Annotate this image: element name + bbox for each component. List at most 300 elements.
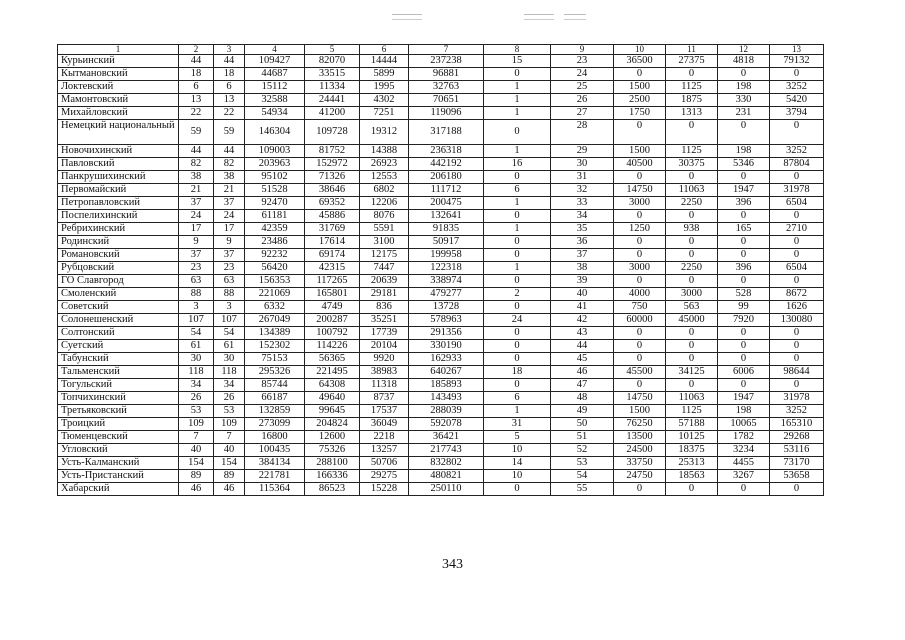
value-cell: 6 <box>214 81 245 94</box>
value-cell: 480821 <box>409 470 484 483</box>
table-row <box>58 353 824 366</box>
header-row <box>58 45 824 55</box>
column-header: 4 <box>245 45 305 55</box>
table-row <box>58 210 824 223</box>
value-cell: 0 <box>614 483 666 496</box>
value-cell: 640267 <box>409 366 484 379</box>
value-cell: 26 <box>214 392 245 405</box>
value-cell: 6504 <box>770 262 824 275</box>
value-cell: 37 <box>179 197 214 210</box>
value-cell: 11334 <box>305 81 360 94</box>
value-cell: 100792 <box>305 327 360 340</box>
value-cell: 79132 <box>770 55 824 68</box>
value-cell: 91835 <box>409 223 484 236</box>
value-cell: 109728 <box>305 120 360 145</box>
value-cell: 18 <box>179 68 214 81</box>
value-cell: 162933 <box>409 353 484 366</box>
value-cell: 29275 <box>360 470 409 483</box>
value-cell: 0 <box>484 340 551 353</box>
data-table <box>57 44 824 496</box>
value-cell: 130080 <box>770 314 824 327</box>
value-cell: 152302 <box>245 340 305 353</box>
value-cell: 0 <box>666 210 718 223</box>
value-cell: 154 <box>179 457 214 470</box>
value-cell: 0 <box>666 236 718 249</box>
value-cell: 44 <box>551 340 614 353</box>
value-cell: 54 <box>551 470 614 483</box>
table-row <box>58 405 824 418</box>
value-cell: 31978 <box>770 392 824 405</box>
value-cell: 76250 <box>614 418 666 431</box>
value-cell: 40 <box>214 444 245 457</box>
value-cell: 13500 <box>614 431 666 444</box>
value-cell: 0 <box>484 210 551 223</box>
value-cell: 8737 <box>360 392 409 405</box>
value-cell: 37 <box>214 249 245 262</box>
table-row <box>58 288 824 301</box>
value-cell: 0 <box>666 68 718 81</box>
value-cell: 53 <box>179 405 214 418</box>
value-cell: 3234 <box>718 444 770 457</box>
district-name-cell: Михайловский <box>58 107 179 120</box>
value-cell: 4000 <box>614 288 666 301</box>
value-cell: 35 <box>551 223 614 236</box>
district-name-cell: Смоленский <box>58 288 179 301</box>
value-cell: 100435 <box>245 444 305 457</box>
value-cell: 53658 <box>770 470 824 483</box>
value-cell: 1313 <box>666 107 718 120</box>
value-cell: 111712 <box>409 184 484 197</box>
value-cell: 0 <box>718 210 770 223</box>
value-cell: 2500 <box>614 94 666 107</box>
column-header: 2 <box>179 45 214 55</box>
value-cell: 0 <box>666 327 718 340</box>
value-cell: 71326 <box>305 171 360 184</box>
table-row <box>58 262 824 275</box>
value-cell: 3267 <box>718 470 770 483</box>
value-cell: 6504 <box>770 197 824 210</box>
value-cell: 20104 <box>360 340 409 353</box>
value-cell: 99 <box>718 301 770 314</box>
value-cell: 0 <box>484 249 551 262</box>
value-cell: 134389 <box>245 327 305 340</box>
value-cell: 45 <box>551 353 614 366</box>
value-cell: 0 <box>614 120 666 145</box>
district-name-cell: Немецкий национальный <box>58 120 179 145</box>
table-row <box>58 94 824 107</box>
value-cell: 29 <box>551 145 614 158</box>
value-cell: 36500 <box>614 55 666 68</box>
value-cell: 14388 <box>360 145 409 158</box>
value-cell: 33515 <box>305 68 360 81</box>
value-cell: 26923 <box>360 158 409 171</box>
table-row <box>58 340 824 353</box>
value-cell: 114226 <box>305 340 360 353</box>
value-cell: 938 <box>666 223 718 236</box>
value-cell: 0 <box>718 483 770 496</box>
value-cell: 1 <box>484 107 551 120</box>
district-name-cell: Хабарский <box>58 483 179 496</box>
district-name-cell: ГО Славгород <box>58 275 179 288</box>
value-cell: 75153 <box>245 353 305 366</box>
table-row <box>58 236 824 249</box>
value-cell: 30 <box>551 158 614 171</box>
value-cell: 19312 <box>360 120 409 145</box>
table-row <box>58 120 824 145</box>
value-cell: 12206 <box>360 197 409 210</box>
value-cell: 66187 <box>245 392 305 405</box>
value-cell: 2 <box>484 288 551 301</box>
table-row <box>58 379 824 392</box>
value-cell: 22 <box>179 107 214 120</box>
value-cell: 836 <box>360 301 409 314</box>
value-cell: 0 <box>770 379 824 392</box>
value-cell: 0 <box>718 249 770 262</box>
table-row <box>58 55 824 68</box>
value-cell: 0 <box>614 379 666 392</box>
value-cell: 41 <box>551 301 614 314</box>
value-cell: 56420 <box>245 262 305 275</box>
value-cell: 88 <box>179 288 214 301</box>
column-header: 12 <box>718 45 770 55</box>
value-cell: 92232 <box>245 249 305 262</box>
value-cell: 35251 <box>360 314 409 327</box>
value-cell: 17537 <box>360 405 409 418</box>
value-cell: 3 <box>179 301 214 314</box>
value-cell: 45886 <box>305 210 360 223</box>
value-cell: 53116 <box>770 444 824 457</box>
value-cell: 267049 <box>245 314 305 327</box>
table-row <box>58 483 824 496</box>
value-cell: 528 <box>718 288 770 301</box>
value-cell: 42 <box>551 314 614 327</box>
value-cell: 1125 <box>666 81 718 94</box>
value-cell: 221069 <box>245 288 305 301</box>
value-cell: 7251 <box>360 107 409 120</box>
value-cell: 96881 <box>409 68 484 81</box>
value-cell: 31978 <box>770 184 824 197</box>
value-cell: 1 <box>484 197 551 210</box>
value-cell: 63 <box>179 275 214 288</box>
value-cell: 109427 <box>245 55 305 68</box>
value-cell: 1947 <box>718 392 770 405</box>
district-name-cell: Тюменцевский <box>58 431 179 444</box>
value-cell: 0 <box>614 249 666 262</box>
value-cell: 166336 <box>305 470 360 483</box>
value-cell: 1125 <box>666 145 718 158</box>
value-cell: 82070 <box>305 55 360 68</box>
value-cell: 4455 <box>718 457 770 470</box>
district-name-cell: Троицкий <box>58 418 179 431</box>
value-cell: 31769 <box>305 223 360 236</box>
value-cell: 24441 <box>305 94 360 107</box>
value-cell: 75326 <box>305 444 360 457</box>
value-cell: 291356 <box>409 327 484 340</box>
value-cell: 16 <box>484 158 551 171</box>
value-cell: 0 <box>770 340 824 353</box>
value-cell: 81752 <box>305 145 360 158</box>
district-name-cell: Советский <box>58 301 179 314</box>
value-cell: 0 <box>718 68 770 81</box>
value-cell: 7920 <box>718 314 770 327</box>
value-cell: 15228 <box>360 483 409 496</box>
value-cell: 156353 <box>245 275 305 288</box>
value-cell: 1 <box>484 81 551 94</box>
value-cell: 49 <box>551 405 614 418</box>
table-row <box>58 171 824 184</box>
value-cell: 48 <box>551 392 614 405</box>
value-cell: 11318 <box>360 379 409 392</box>
value-cell: 3100 <box>360 236 409 249</box>
value-cell: 204824 <box>305 418 360 431</box>
value-cell: 0 <box>484 301 551 314</box>
table-row <box>58 444 824 457</box>
value-cell: 49640 <box>305 392 360 405</box>
value-cell: 288039 <box>409 405 484 418</box>
value-cell: 14750 <box>614 392 666 405</box>
value-cell: 24 <box>214 210 245 223</box>
value-cell: 8672 <box>770 288 824 301</box>
value-cell: 23 <box>179 262 214 275</box>
value-cell: 0 <box>666 120 718 145</box>
value-cell: 44 <box>214 55 245 68</box>
value-cell: 46 <box>214 483 245 496</box>
value-cell: 109 <box>214 418 245 431</box>
value-cell: 12600 <box>305 431 360 444</box>
value-cell: 396 <box>718 197 770 210</box>
value-cell: 0 <box>666 340 718 353</box>
value-cell: 250110 <box>409 483 484 496</box>
value-cell: 115364 <box>245 483 305 496</box>
value-cell: 0 <box>770 275 824 288</box>
table-row <box>58 275 824 288</box>
table-row <box>58 418 824 431</box>
value-cell: 273099 <box>245 418 305 431</box>
district-name-cell: Локтевский <box>58 81 179 94</box>
value-cell: 25313 <box>666 457 718 470</box>
value-cell: 36049 <box>360 418 409 431</box>
value-cell: 4749 <box>305 301 360 314</box>
column-header: 6 <box>360 45 409 55</box>
value-cell: 0 <box>718 236 770 249</box>
value-cell: 200475 <box>409 197 484 210</box>
value-cell: 24500 <box>614 444 666 457</box>
value-cell: 69352 <box>305 197 360 210</box>
value-cell: 118 <box>179 366 214 379</box>
district-name-cell: Солонешенский <box>58 314 179 327</box>
value-cell: 165 <box>718 223 770 236</box>
value-cell: 442192 <box>409 158 484 171</box>
value-cell: 119096 <box>409 107 484 120</box>
value-cell: 86523 <box>305 483 360 496</box>
value-cell: 6006 <box>718 366 770 379</box>
value-cell: 122318 <box>409 262 484 275</box>
value-cell: 0 <box>718 327 770 340</box>
value-cell: 53 <box>214 405 245 418</box>
district-name-cell: Первомайский <box>58 184 179 197</box>
value-cell: 199958 <box>409 249 484 262</box>
value-cell: 40 <box>551 288 614 301</box>
value-cell: 27375 <box>666 55 718 68</box>
value-cell: 152972 <box>305 158 360 171</box>
value-cell: 16800 <box>245 431 305 444</box>
district-name-cell: Мамонтовский <box>58 94 179 107</box>
value-cell: 39 <box>551 275 614 288</box>
value-cell: 0 <box>718 379 770 392</box>
table-row <box>58 314 824 327</box>
value-cell: 1 <box>484 145 551 158</box>
value-cell: 118 <box>214 366 245 379</box>
value-cell: 12553 <box>360 171 409 184</box>
district-name-cell: Тальменский <box>58 366 179 379</box>
table-row <box>58 431 824 444</box>
value-cell: 23486 <box>245 236 305 249</box>
value-cell: 1750 <box>614 107 666 120</box>
value-cell: 30375 <box>666 158 718 171</box>
value-cell: 34 <box>179 379 214 392</box>
value-cell: 0 <box>484 353 551 366</box>
value-cell: 31 <box>484 418 551 431</box>
value-cell: 38983 <box>360 366 409 379</box>
value-cell: 3252 <box>770 405 824 418</box>
value-cell: 6 <box>484 392 551 405</box>
value-cell: 33 <box>551 197 614 210</box>
value-cell: 1626 <box>770 301 824 314</box>
value-cell: 17 <box>214 223 245 236</box>
table-row <box>58 184 824 197</box>
value-cell: 5 <box>484 431 551 444</box>
value-cell: 0 <box>718 120 770 145</box>
value-cell: 5899 <box>360 68 409 81</box>
column-header: 8 <box>484 45 551 55</box>
column-header: 13 <box>770 45 824 55</box>
value-cell: 592078 <box>409 418 484 431</box>
district-name-cell: Романовский <box>58 249 179 262</box>
district-name-cell: Павловский <box>58 158 179 171</box>
value-cell: 165801 <box>305 288 360 301</box>
value-cell: 59 <box>214 120 245 145</box>
value-cell: 82 <box>179 158 214 171</box>
value-cell: 51 <box>551 431 614 444</box>
value-cell: 61181 <box>245 210 305 223</box>
value-cell: 7447 <box>360 262 409 275</box>
value-cell: 0 <box>614 340 666 353</box>
value-cell: 44 <box>179 145 214 158</box>
value-cell: 384134 <box>245 457 305 470</box>
value-cell: 317188 <box>409 120 484 145</box>
value-cell: 99645 <box>305 405 360 418</box>
value-cell: 38646 <box>305 184 360 197</box>
value-cell: 198 <box>718 405 770 418</box>
value-cell: 9 <box>179 236 214 249</box>
value-cell: 38 <box>179 171 214 184</box>
value-cell: 0 <box>718 171 770 184</box>
value-cell: 13 <box>179 94 214 107</box>
value-cell: 46 <box>551 366 614 379</box>
value-cell: 44 <box>179 55 214 68</box>
value-cell: 330190 <box>409 340 484 353</box>
value-cell: 87804 <box>770 158 824 171</box>
value-cell: 14 <box>484 457 551 470</box>
value-cell: 154 <box>214 457 245 470</box>
value-cell: 1125 <box>666 405 718 418</box>
value-cell: 206180 <box>409 171 484 184</box>
district-name-cell: Усть-Калманский <box>58 457 179 470</box>
value-cell: 28 <box>551 120 614 145</box>
value-cell: 0 <box>770 483 824 496</box>
value-cell: 0 <box>718 353 770 366</box>
value-cell: 7 <box>179 431 214 444</box>
value-cell: 10125 <box>666 431 718 444</box>
value-cell: 42359 <box>245 223 305 236</box>
value-cell: 10065 <box>718 418 770 431</box>
value-cell: 24750 <box>614 470 666 483</box>
value-cell: 109 <box>179 418 214 431</box>
value-cell: 98644 <box>770 366 824 379</box>
value-cell: 51528 <box>245 184 305 197</box>
value-cell: 2250 <box>666 197 718 210</box>
value-cell: 1500 <box>614 145 666 158</box>
value-cell: 50917 <box>409 236 484 249</box>
value-cell: 82 <box>214 158 245 171</box>
value-cell: 0 <box>614 68 666 81</box>
table-row <box>58 249 824 262</box>
value-cell: 34125 <box>666 366 718 379</box>
value-cell: 14444 <box>360 55 409 68</box>
page-number: 343 <box>442 557 463 572</box>
column-header: 9 <box>551 45 614 55</box>
value-cell: 36 <box>551 236 614 249</box>
value-cell: 32 <box>551 184 614 197</box>
value-cell: 89 <box>214 470 245 483</box>
value-cell: 295326 <box>245 366 305 379</box>
district-name-cell: Родинский <box>58 236 179 249</box>
value-cell: 20639 <box>360 275 409 288</box>
value-cell: 0 <box>484 120 551 145</box>
value-cell: 217743 <box>409 444 484 457</box>
district-name-cell: Третьяковский <box>58 405 179 418</box>
table-row <box>58 223 824 236</box>
value-cell: 53 <box>551 457 614 470</box>
value-cell: 0 <box>770 353 824 366</box>
value-cell: 23 <box>214 262 245 275</box>
column-header: 1 <box>58 45 179 55</box>
value-cell: 95102 <box>245 171 305 184</box>
value-cell: 24 <box>484 314 551 327</box>
value-cell: 0 <box>484 483 551 496</box>
value-cell: 33750 <box>614 457 666 470</box>
value-cell: 18375 <box>666 444 718 457</box>
value-cell: 6 <box>179 81 214 94</box>
value-cell: 1782 <box>718 431 770 444</box>
table-row <box>58 68 824 81</box>
district-name-cell: Топчихинский <box>58 392 179 405</box>
value-cell: 0 <box>666 483 718 496</box>
value-cell: 0 <box>484 236 551 249</box>
value-cell: 26 <box>551 94 614 107</box>
value-cell: 40500 <box>614 158 666 171</box>
value-cell: 132641 <box>409 210 484 223</box>
value-cell: 9920 <box>360 353 409 366</box>
value-cell: 43 <box>551 327 614 340</box>
value-cell: 0 <box>614 327 666 340</box>
value-cell: 5591 <box>360 223 409 236</box>
value-cell: 479277 <box>409 288 484 301</box>
value-cell: 31 <box>551 171 614 184</box>
value-cell: 27 <box>551 107 614 120</box>
value-cell: 3794 <box>770 107 824 120</box>
value-cell: 2250 <box>666 262 718 275</box>
